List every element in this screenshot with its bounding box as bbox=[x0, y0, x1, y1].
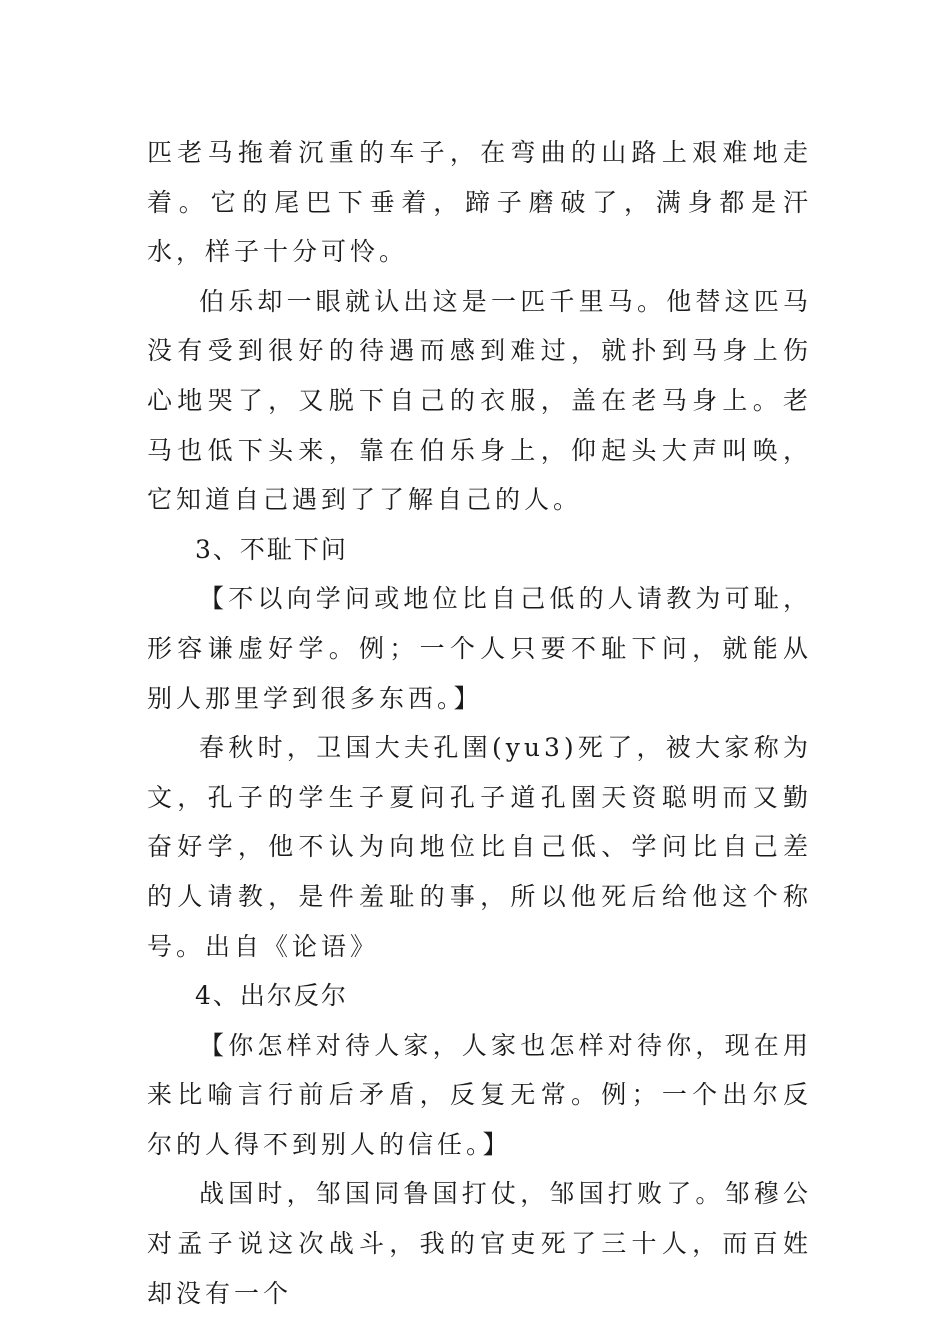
document-body bbox=[147, 128, 812, 1318]
paragraph-continuation: 匹老马拖着沉重的车子，在弯曲的山路上艰难地走着。它的尾巴下垂着，蹄子磨破了，满身都是汗水，样子十分可怜。 bbox=[147, 138, 812, 267]
paragraph-definition-4: 【你怎样对待人家，人家也怎样对待你，现在用来比喻言行前后矛盾，反复无常。例；一个出尔反尔的人得不到别人的信任。】 bbox=[147, 1030, 812, 1159]
section-heading-3: 3、不耻下问 bbox=[195, 534, 348, 564]
paragraph-bole: 伯乐却一眼就认出这是一匹千里马。他替这匹马没有受到很好的待遇而感到难过，就扑到马身上伤心地哭了，又脱下自己的衣服，盖在老马身上。老马也低下头来，靠在伯乐身上，仰起头大声叫唤，它知道自己遇到了了解自己的人。 bbox=[147, 286, 812, 515]
paragraph-story-4: 战国时，邹国同鲁国打仗，邹国打败了。邹穆公对孟子说这次战斗，我的官吏死了三十人，而百姓却没有一个 bbox=[147, 1179, 812, 1308]
paragraph-definition-3: 【不以向学问或地位比自己低的人请教为可耻，形容谦虚好学。例；一个人只要不耻下问，就能从别人那里学到很多东西。】 bbox=[147, 584, 812, 713]
section-heading-4: 4、出尔反尔 bbox=[195, 981, 348, 1011]
paragraph-story-3: 春秋时，卫国大夫孔圉(yu3)死了，被大家称为文，孔子的学生子夏问孔子道孔圉天资聪明而又勤奋好学，他不认为向地位比自己低、学问比自己差的人请教，是件羞耻的事，所以他死后给他这个称号。出自《论语》 bbox=[147, 733, 812, 961]
